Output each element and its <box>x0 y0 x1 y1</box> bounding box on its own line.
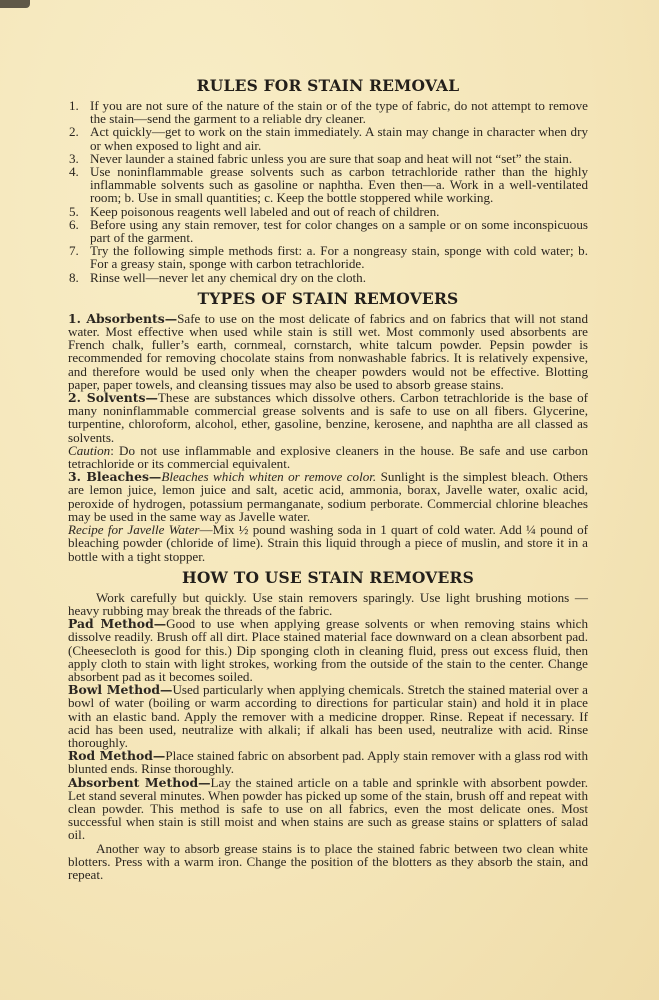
howto-intro: Work carefully but quickly. Use stain removers sparingly. Use light brushing motions —heavy rubbing may break the threads of the fabric. <box>68 589 588 618</box>
pad-method-text: Good to use when applying grease solvents or when removing stains which dissolve readily. Brush off all dirt. Place stained material face downward on a clean absorbent pad. (Cheesecloth is good for this.) Dip sponging cloth in cleaning fluid, press out excess fluid, then apply cloth to stain with light strokes, working from the outside of the stain to the center. Change absorbent pad as it becomes soiled. <box>68 616 588 684</box>
rule-item <box>68 99 588 125</box>
another-way-paragraph: Another way to absorb grease stains is to place the stained fabric between two clean white blotters. Press with a warm iron. Change the position of the blotters as they absorb the stain, and repeat. <box>68 840 588 882</box>
solvents-text: These are substances which dissolve others. Carbon tetrachloride is the base of many noninflammable commercial grease solvents and is safe to use on all fibers. Glycerine, turpentine, chloroform, alcohol, ether, gasoline, benzine, kerosene, and naphtha are all classed as solvents. <box>68 390 588 445</box>
recipe-text: —Mix ½ pound washing soda in 1 quart of cold water. Add ¼ pound of bleaching powder (chloride of lime). Strain this liquid through a piece of muslin, and store it in a bottle with a tight stopper. <box>68 522 588 564</box>
rule-item <box>68 271 588 284</box>
types-heading: TYPES OF STAIN REMOVERS <box>197 288 459 308</box>
rule-number: 5. <box>69 203 79 219</box>
solvents-lead: 2. Solvents— <box>68 390 158 406</box>
rod-method-text: Place stained fabric on absorbent pad. Apply stain remover with a glass rod with blunted ends. Rinse thoroughly. <box>68 748 588 777</box>
recipe-paragraph <box>68 523 588 563</box>
bleaches-lead: 3. Bleaches— <box>68 469 162 485</box>
rule-text: Keep poisonous reagents well labeled and out of reach of children. <box>90 203 440 219</box>
rules-heading: RULES FOR STAIN REMOVAL <box>196 76 460 95</box>
rule-item <box>68 165 588 205</box>
pad-method-paragraph <box>68 617 588 683</box>
caution-paragraph <box>68 444 588 470</box>
rule-text: Before using any stain remover, test for color changes on a sample or on some inconspicuous part of the garment. <box>90 216 588 246</box>
rule-text: Act quickly—get to work on the stain immediately. A stain may change in character when dry or when exposed to light and air. <box>90 124 588 153</box>
absorbent-method-text: Lay the stained article on a table and sprinkle with absorbent powder. Let stand several minutes. When powder has picked up some of the stain, brush off and repeat with clean powder. This method is safe to use on all fabrics, even the most delicate ones. Most successful when stain is still moist and when stains are such as grease stains or splatters of salad oil. <box>68 774 588 843</box>
rule-number: 1. <box>69 98 79 113</box>
absorbent-method-lead: Absorbent Method— <box>68 774 211 790</box>
caution-label: Caution <box>68 442 111 458</box>
howto-heading: HOW TO USE STAIN REMOVERS <box>181 567 475 587</box>
rule-number: 2. <box>69 124 79 140</box>
rules-list <box>68 99 588 284</box>
bowl-method-paragraph <box>68 683 588 749</box>
document-page <box>68 76 588 886</box>
solvents-paragraph <box>68 391 588 444</box>
rule-number: 3. <box>69 150 79 166</box>
absorbents-paragraph <box>68 312 588 391</box>
rule-text: Never launder a stained fabric unless you are sure that soap and heat will not “set” the stain. <box>90 150 573 166</box>
absorbents-text: Safe to use on the most delicate of fabrics and on fabrics that will not stand water. Most effective when used while stain is still wet. Most commonly used absorbents are French chalk, fuller’s earth, cornmeal, cornstarch, white talcum powder. Pepsin powder is recommended for removing chocolate stains from nonwashable fabrics. It is relatively expensive, and therefore would be used only when the cheaper powders would not be effective. Blotting paper, paper towels, and cleansing tissues may also be used to absorb grease stains. <box>68 310 588 392</box>
bleaches-text: Sunlight is the simplest bleach. Others are lemon juice, lemon juice and salt, acetic acid, ammonia, borax, Javelle water, oxalic acid, peroxide of hydrogen, potassium permanganate, sodium perborate. Commercial chlorine bleaches may be used in the same way as Javelle water. <box>68 469 588 524</box>
howto-section <box>68 568 588 881</box>
page-edge-mark <box>0 0 30 8</box>
rule-item <box>68 244 588 270</box>
types-section <box>68 289 588 563</box>
rule-text: Use noninflammable grease solvents such as carbon tetrachloride rather than the highly inflammable solvents such as gasoline or naphtha. Even then—a. Work in a well-ventilated room; b. Use in small quantities; c. Keep the bottle stoppered while working. <box>90 164 588 206</box>
bowl-method-lead: Bowl Method— <box>68 682 173 698</box>
rule-number: 8. <box>69 269 79 285</box>
rule-number: 6. <box>69 216 79 232</box>
rule-text: Try the following simple methods first: a. For a nongreasy stain, sponge with cold water; b. For a greasy stain, sponge with carbon tetrachloride. <box>90 243 588 272</box>
bleaches-paragraph <box>68 470 588 523</box>
rules-section <box>68 76 588 284</box>
caution-text: : Do not use inflammable and explosive cleaners in the house. Be safe and use carbon tetrachloride or its commercial equivalent. <box>68 442 588 472</box>
pad-method-lead: Pad Method— <box>68 616 167 632</box>
rod-method-lead: Rod Method— <box>68 748 166 764</box>
bowl-method-text: Used particularly when applying chemicals. Stretch the stained material over a bowl of water (boiling or warm according to directions for particular stain) and hold it in place with an elastic band. Apply the remover with a medicine dropper. Rinse. Repeat if necessary. If acid has been used, neutralize with alkali; if alkali has been used, neutralize with acid. Rinse thoroughly. <box>68 682 588 750</box>
absorbents-lead: 1. Absorbents— <box>68 310 178 326</box>
rule-item <box>68 125 588 151</box>
absorbent-method-paragraph <box>68 776 588 842</box>
rule-text: Rinse well—never let any chemical dry on the cloth. <box>90 269 366 285</box>
rule-text: If you are not sure of the nature of the stain or of the type of fabric, do not attempt to remove the stain—send the garment to a reliable dry cleaner. <box>90 98 588 127</box>
recipe-label: Recipe for Javelle Water <box>68 522 200 538</box>
rule-number: 4. <box>69 164 79 180</box>
rod-method-paragraph <box>68 749 588 775</box>
rule-number: 7. <box>69 243 79 259</box>
rule-item <box>68 218 588 244</box>
bleaches-subtitle: Bleaches which whiten or remove color. <box>161 469 377 485</box>
